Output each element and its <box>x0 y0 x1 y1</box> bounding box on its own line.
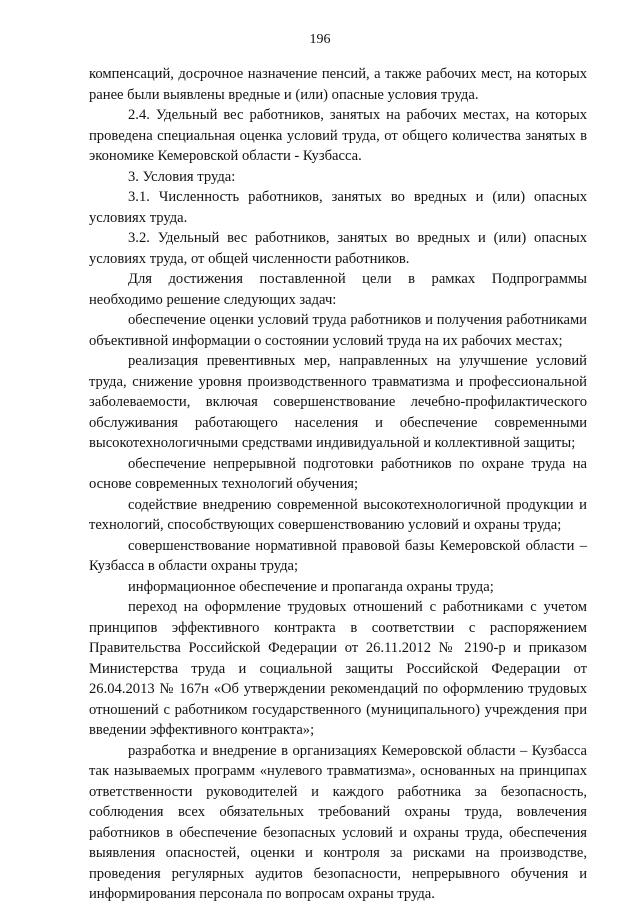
paragraph: 3.2. Удельный вес работников, занятых во вредных и (или) опасных условиях труда, от общей численности работников. <box>89 230 587 267</box>
paragraph: обеспечение непрерывной подготовки работников по охране труда на основе современных технологий обучения; <box>89 455 587 492</box>
paragraph: обеспечение оценки условий труда работников и получения работниками объективной информации о состоянии условий труда на их рабочих местах; <box>89 312 587 349</box>
paragraph: совершенствование нормативной правовой базы Кемеровской области – Кузбасса в области охраны труда; <box>89 537 587 574</box>
paragraph: информационное обеспечение и пропаганда охраны труда; <box>128 578 494 595</box>
paragraph: Для достижения поставленной цели в рамках Подпрограммы необходимо решение следующих задач: <box>89 271 587 308</box>
page-number: 196 <box>309 32 331 47</box>
paragraph: переход на оформление трудовых отношений с работниками с учетом принципов эффективного контракта в соответствии с распоряжением Правительства Российской Федерации от 26.11.2012 № 2190-р и приказом Министерства труда и социальной защиты Российской Федерации от 26.04.2013 № 167н «Об утверждении рекомендаций по оформлению трудовых отношений с работником государственного (муниципального) учреждения при введении эффективного контракта»; <box>89 599 587 738</box>
paragraph: содействие внедрению современной высокотехнологичной продукции и технологий, способствующих совершенствованию условий и охраны труда; <box>89 496 587 533</box>
paragraph: 3. Условия труда: <box>128 168 236 185</box>
paragraph: 2.4. Удельный вес работников, занятых на рабочих местах, на которых проведена специальная оценка условий труда, от общего количества занятых в экономике Кемеровской области - Кузбасса. <box>89 107 587 164</box>
paragraph: разработка и внедрение в организациях Кемеровской области – Кузбасса так называемых программ «нулевого травматизма», основанных на принципах ответственности руководителей и каждого работника за безопасность, соблюдения всех обязательных требований охраны труда, вовлечения работников в обеспечение безопасных условий и охраны труда, обеспечения выявления опасностей, оценки и контроля за рисками на производстве, проведения регулярных аудитов безопасности, непрерывного обучения и информирования персонала по вопросам охраны труда. <box>89 742 587 902</box>
paragraph: реализация превентивных мер, направленных на улучшение условий труда, снижение уровня производственного травматизма и профессиональной заболеваемости, включая совершенствование лечебно-профилактического обслуживания работающего населения и обеспечение современными высокотехнологичными средствами индивидуальной и коллективной защиты; <box>89 353 587 451</box>
paragraph: 3.1. Численность работников, занятых во вредных и (или) опасных условиях труда. <box>89 189 587 226</box>
paragraph: компенсаций, досрочное назначение пенсий, а также рабочих мест, на которых ранее были выявлены вредные и (или) опасные условия труда. <box>89 66 587 103</box>
document-body <box>89 64 587 905</box>
